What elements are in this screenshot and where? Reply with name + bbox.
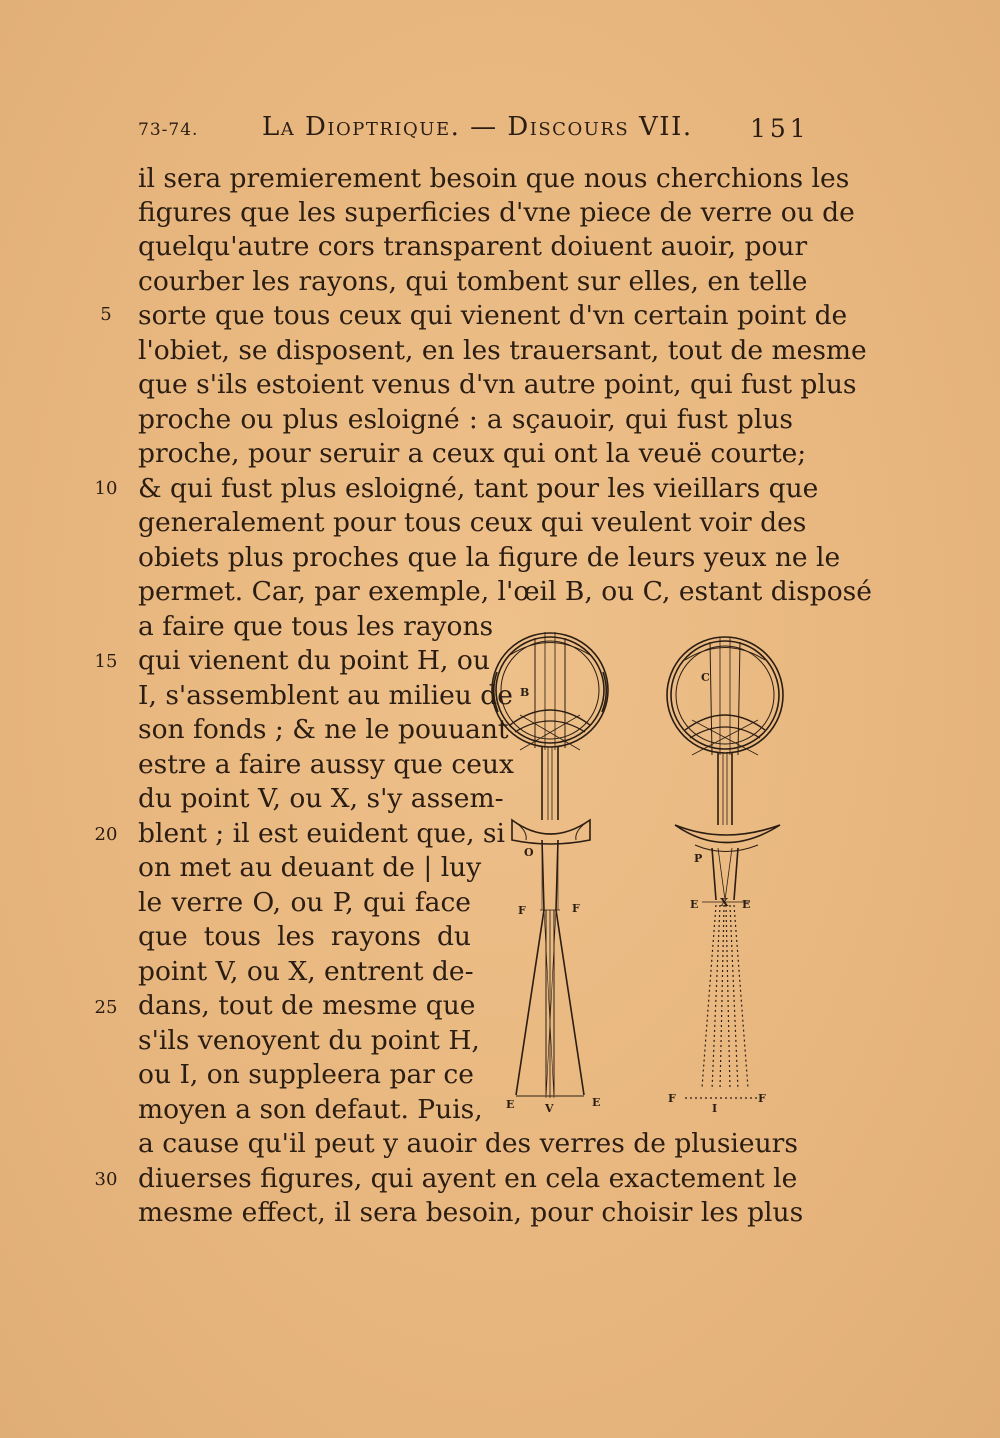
text-line: l'obiet, se disposent, en les trauersant, tout de mesme xyxy=(138,335,867,366)
line-number: 25 xyxy=(94,997,118,1018)
label-v: V xyxy=(545,1102,554,1115)
label-lens-p: P xyxy=(694,852,703,865)
text-line: a cause qu'il peut y auoir des verres de plusieurs xyxy=(138,1128,798,1159)
label-e-left-r: E xyxy=(690,898,699,911)
text-line: son fonds ; & ne le pouuant xyxy=(138,714,509,745)
text-line: diuerses figures, qui ayent en cela exactement le xyxy=(138,1163,798,1194)
text-line: qui vienent du point H, ou xyxy=(138,645,490,676)
eye-diagram-svg xyxy=(480,620,810,1120)
label-lens-o: O xyxy=(524,846,534,859)
text-line: point V, ou X, entrent de- xyxy=(138,956,474,987)
line-number: 10 xyxy=(94,478,118,499)
label-i: I xyxy=(712,1102,718,1115)
label-f-left-r: F xyxy=(668,1092,676,1105)
text-line: que tous les rayons du xyxy=(138,921,471,952)
line-number: 5 xyxy=(100,304,112,325)
label-e-right: E xyxy=(592,1096,601,1109)
label-x: X xyxy=(720,896,729,909)
text-line: ou I, on suppleera par ce xyxy=(138,1059,474,1090)
label-eye-c: C xyxy=(701,671,710,684)
text-line: dans, tout de mesme que xyxy=(138,990,476,1021)
label-focus-f-left: F xyxy=(518,904,526,917)
right-eye-drawing xyxy=(667,637,783,1098)
label-e-left: E xyxy=(506,1098,515,1111)
text-line: quelqu'autre cors transparent doiuent auoir, pour xyxy=(138,231,808,262)
text-line: courber les rayons, qui tombent sur elles, en telle xyxy=(138,266,808,297)
text-line: obiets plus proches que la figure de leurs yeux ne le xyxy=(138,542,841,573)
text-line: figures que les superficies d'vne piece de verre ou de xyxy=(138,197,855,228)
text-line: permet. Car, par exemple, l'œil B, ou C, estant disposé xyxy=(138,576,872,607)
label-e-right-r: E xyxy=(742,898,751,911)
header-page-number: 151 xyxy=(750,114,810,143)
text-line: blent ; il est euident que, si xyxy=(138,818,505,849)
text-line: moyen a son defaut. Puis, xyxy=(138,1094,483,1125)
text-line: le verre O, ou P, qui face xyxy=(138,887,471,918)
eye-lens-figure xyxy=(480,620,810,1120)
label-f-right-r: F xyxy=(758,1092,766,1105)
text-line: proche, pour seruir a ceux qui ont la veuë courte; xyxy=(138,438,807,469)
label-eye-b: B xyxy=(520,686,530,699)
text-line: & qui fust plus esloigné, tant pour les vieillars que xyxy=(138,473,819,504)
running-header xyxy=(0,112,1000,148)
left-eye-drawing xyxy=(492,632,608,1098)
text-line: que s'ils estoient venus d'vn autre point, qui fust plus xyxy=(138,369,857,400)
text-line: on met au deuant de | luy xyxy=(138,852,482,883)
label-focus-f-right: F xyxy=(572,902,580,915)
text-line: du point V, ou X, s'y assem- xyxy=(138,783,504,814)
text-line: I, s'assemblent au milieu de xyxy=(138,680,513,711)
text-line: proche ou plus esloigné : a sçauoir, qui fust plus xyxy=(138,404,793,435)
text-line: mesme effect, il sera besoin, pour choisir les plus xyxy=(138,1197,804,1228)
line-number: 15 xyxy=(94,651,118,672)
header-page-range: 73-74. xyxy=(138,120,199,140)
text-line: sorte que tous ceux qui vienent d'vn certain point de xyxy=(138,300,848,331)
line-number: 20 xyxy=(94,824,118,845)
text-line: a faire que tous les rayons xyxy=(138,611,494,642)
text-line: s'ils venoyent du point H, xyxy=(138,1025,480,1056)
text-line: estre a faire aussy que ceux xyxy=(138,749,514,780)
text-line: il sera premierement besoin que nous cherchions les xyxy=(138,163,850,194)
text-line: generalement pour tous ceux qui veulent voir des xyxy=(138,507,807,538)
line-number: 30 xyxy=(94,1169,118,1190)
header-title: La Dioptrique. — Discours VII. xyxy=(262,112,693,142)
